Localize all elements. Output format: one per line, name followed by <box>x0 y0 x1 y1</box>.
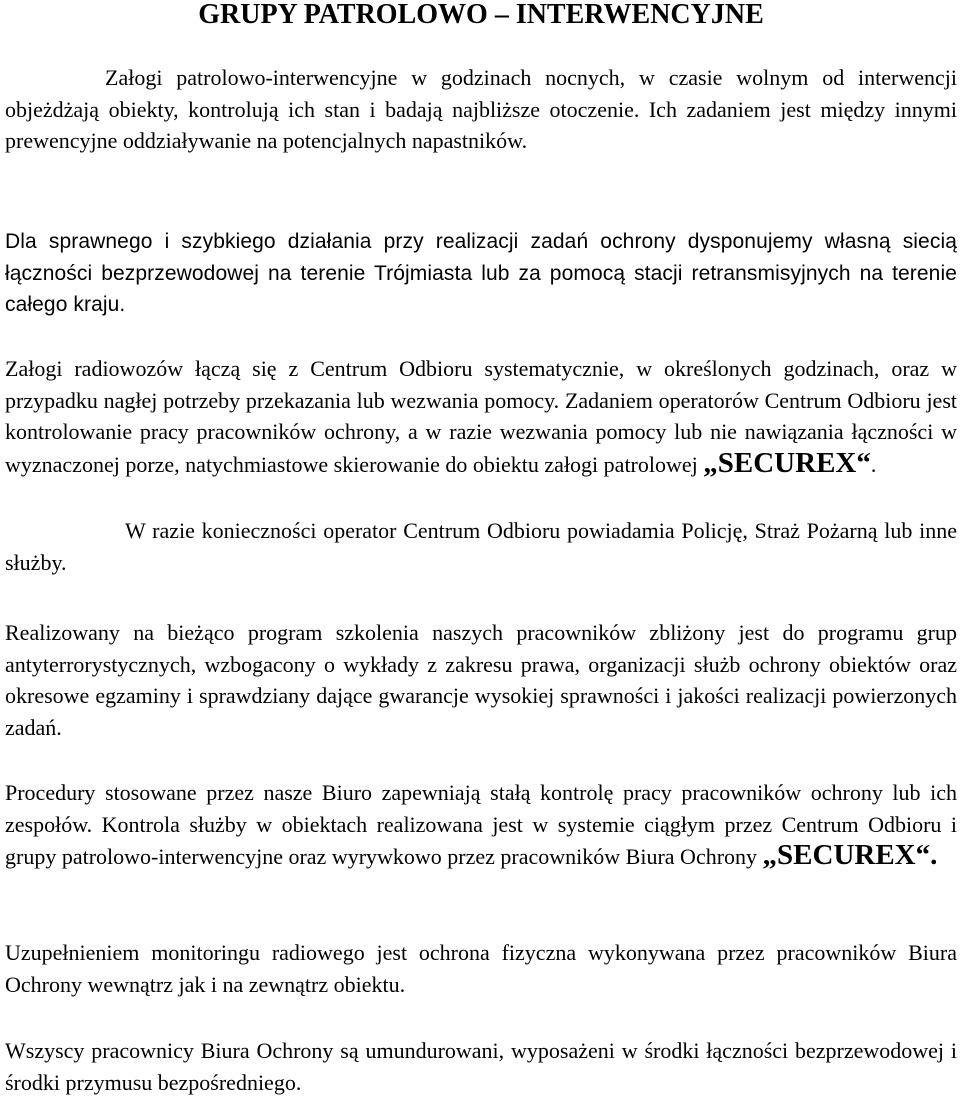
paragraph-procedures <box>5 777 957 873</box>
paragraph-reception-center-text: Załogi radiowozów łączą się z Centrum Odbioru systematycznie, w określonych godzinach, oraz w przypadku nagłej potrzeby przekazania lub wezwania pomocy. Zadaniem operatorów Centrum Odbioru jest kontrolowanie pracy pracowników ochrony, a w razie wezwania pomocy lub nie nawiązania łączności w wyznaczonej porze, natychmiastowe skierowanie do obiektu załogi patrolowej <box>5 356 957 477</box>
document-title: GRUPY PATROLOWO – INTERWENCYJNE <box>198 0 764 30</box>
paragraph-procedures-text: Procedury stosowane przez nasze Biuro zapewniają stałą kontrolę pracy pracowników ochrony lub ich zespołów. Kontrola służby w obiektach realizowana jest w systemie ciągłym przez Centrum Odbioru i grupy patrolowo-interwencyjne oraz wyrywkowo przez pracowników Biura Ochrony <box>5 780 957 869</box>
paragraph-reception-center <box>5 353 957 480</box>
paragraph-reception-center-end: . <box>870 451 877 477</box>
brand-name: „SECUREX“ <box>703 446 871 479</box>
brand-name: „SECUREX“. <box>762 839 938 871</box>
paragraph-patrol-duties: Załogi patrolowo-interwencyjne w godzinach nocnych, w czasie wolnym od interwencji objeżdżają obiekty, kontrolują ich stan i badają najbliższe otoczenie. Ich zadaniem jest między innymi prewencyjne oddziaływanie na potencjalnych napastników. <box>5 65 957 153</box>
paragraph-training: Realizowany na bieżąco program szkolenia naszych pracowników zbliżony jest do programu grup antyterrorystycznych, wzbogacony o wykłady z zakresu prawa, organizacji służb ochrony obiektów oraz okresowe egzaminy i sprawdziany dające gwarancje wysokiej sprawności i jakości realizacji powierzonych zadań. <box>5 620 957 740</box>
paragraph-radio-network: Dla sprawnego i szybkiego działania przy realizacji zadań ochrony dysponujemy własną siecią łączności bezprzewodowej na terenie Trójmiasta lub za pomocą stacji retransmisyjnych na terenie całego kraju. <box>5 230 957 316</box>
paragraph-emergency-notification: W razie konieczności operator Centrum Odbioru powiadamia Policję, Straż Pożarną lub inne służby. <box>5 518 957 575</box>
paragraph-physical-protection: Uzupełnieniem monitoringu radiowego jest ochrona fizyczna wykonywana przez pracowników Biura Ochrony wewnątrz jak i na zewnątrz obiektu. <box>5 940 957 997</box>
paragraph-staff-equipment: Wszyscy pracownicy Biura Ochrony są umundurowani, wyposażeni w środki łączności bezprzewodowej i środki przymusu bezpośredniego. <box>5 1038 957 1095</box>
